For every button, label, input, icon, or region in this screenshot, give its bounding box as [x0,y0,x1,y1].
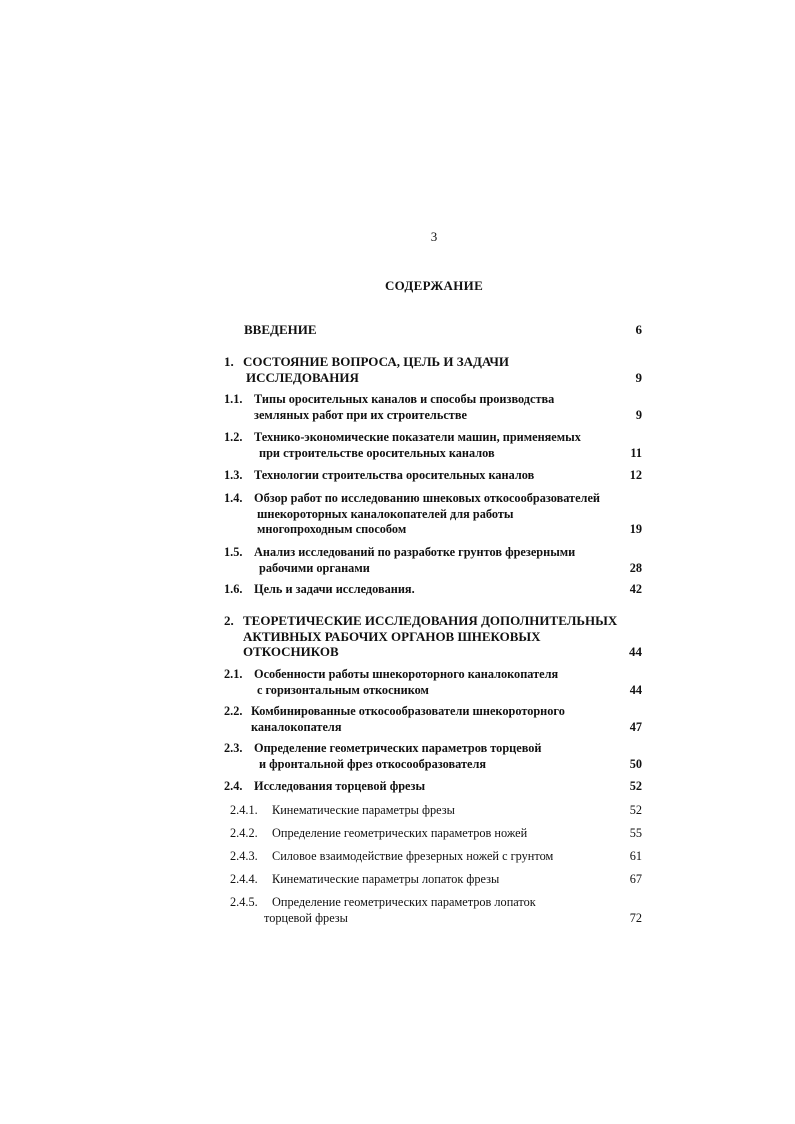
entry-page-number: 6 [635,322,642,337]
entry-title-line: Комбинированные откосообразователи шнекороторного [251,704,565,718]
entry-page-number: 55 [629,826,642,840]
entry-page-number: 52 [629,803,642,817]
entry-page-number: 42 [629,582,642,596]
entry-page-number: 19 [629,522,642,536]
entry-title-line: Технологии строительства оросительных каналов [254,468,535,482]
toc-entry-2-4-5 [0,895,795,927]
entry-title-line: Кинематические параметры лопаток фрезы [272,872,500,886]
entry-number: 1.3. [224,468,243,482]
entry-title-line: Обзор работ по исследованию шнековых откосообразователей [254,491,600,505]
entry-page-number: 67 [629,872,642,886]
entry-page-number: 12 [629,468,642,482]
entry-page-number: 44 [629,682,642,697]
entry-page-number: 72 [629,910,642,925]
entry-number: 2.4.3. [230,849,258,863]
entry-page-number: 61 [629,849,642,863]
toc-entry-1-5 [0,545,795,577]
entry-number: 2.4. [224,779,243,793]
entry-number: 2. [224,613,234,628]
entry-title-line: ИССЛЕДОВАНИЯ [246,369,359,385]
toc-entry-2-4-2 [0,826,795,842]
entry-title-line: СОСТОЯНИЕ ВОПРОСА, ЦЕЛЬ И ЗАДАЧИ [243,354,509,369]
toc-entry-1-6 [0,582,795,598]
entry-number: 1.5. [224,545,243,559]
entry-title-line: торцевой фрезы [264,910,348,925]
entry-title-line: многопроходным способом [257,522,407,536]
entry-title-line: и фронтальной фрез откосообразователя [259,756,487,771]
entry-title-line: АКТИВНЫХ РАБОЧИХ ОРГАНОВ ШНЕКОВЫХ [243,628,541,644]
entry-number: 1.1. [224,392,243,406]
page-number: 3 [430,229,438,244]
entry-title-line: Анализ исследований по разработке грунтов фрезерными [254,545,576,559]
entry-number: 2.4.1. [230,803,258,817]
toc-entry-2-4-1 [0,803,795,819]
entry-title-line: ВВЕДЕНИЕ [244,322,317,337]
toc-entry-chapter-1 [0,354,795,386]
entry-title-line: Исследования торцевой фрезы [254,779,426,793]
toc-entry-1-2 [0,430,795,462]
entry-number: 1. [224,354,234,369]
entry-page-number: 47 [629,719,642,734]
entry-page-number: 11 [630,445,642,460]
toc-entry-2-2 [0,704,795,736]
entry-number: 1.2. [224,430,243,444]
entry-title-line: рабочими органами [259,560,370,575]
entry-number: 2.4.2. [230,826,258,840]
entry-title-line: Цель и задачи исследования. [254,582,415,596]
entry-title-line: каналокопателя [251,719,342,734]
entry-page-number: 9 [635,369,642,385]
entry-title-line: Технико-экономические показатели машин, применяемых [254,430,581,444]
entry-title-line: Силовое взаимодействие фрезерных ножей с грунтом [272,849,554,863]
toc-entry-1-3 [0,468,795,484]
entry-number: 1.6. [224,582,243,596]
toc-entry-1-4 [0,491,795,539]
entry-title-line: Типы оросительных каналов и способы производства [254,392,555,406]
entry-number: 2.3. [224,741,243,755]
entry-title-line: земляных работ при их строительстве [254,407,467,422]
entry-number: 2.4.4. [230,872,258,886]
toc-entry-2-3 [0,741,795,773]
entry-page-number: 44 [629,644,642,659]
entry-page-number: 9 [635,407,642,422]
entry-title-line: с горизонтальным откосником [257,682,429,697]
entry-title-line: шнекороторных каналокопателей для работы [257,506,514,521]
entry-number: 2.1. [224,667,243,681]
entry-number: 1.4. [224,491,243,505]
toc-entry-2-4-4 [0,872,795,888]
toc-title: СОДЕРЖАНИЕ [384,278,484,293]
entry-page-number: 28 [629,560,642,575]
entry-page-number: 50 [629,756,642,771]
entry-title-line: Особенности работы шнекороторного каналокопателя [254,667,559,681]
toc-entry-2-4-3 [0,849,795,865]
entry-title-line: Кинематические параметры фрезы [272,803,455,817]
entry-title-line: Определение геометрических параметров лопаток [272,895,536,909]
toc-entry-chapter-2 [0,613,795,661]
entry-page-number: 52 [629,779,642,793]
entry-title-line: ОТКОСНИКОВ [243,644,339,659]
entry-title-line: Определение геометрических параметров ножей [272,826,528,840]
toc-entry-1-1 [0,392,795,424]
entry-title-line: ТЕОРЕТИЧЕСКИЕ ИССЛЕДОВАНИЯ ДОПОЛНИТЕЛЬНЫХ [243,613,618,628]
entry-number: 2.2. [224,704,243,718]
entry-number: 2.4.5. [230,895,258,909]
entry-title-line: при строительстве оросительных каналов [259,445,495,460]
toc-entry-2-4 [0,779,795,795]
toc-entry-introduction [0,322,795,338]
entry-title-line: Определение геометрических параметров торцевой [254,741,542,755]
toc-entry-2-1 [0,667,795,699]
